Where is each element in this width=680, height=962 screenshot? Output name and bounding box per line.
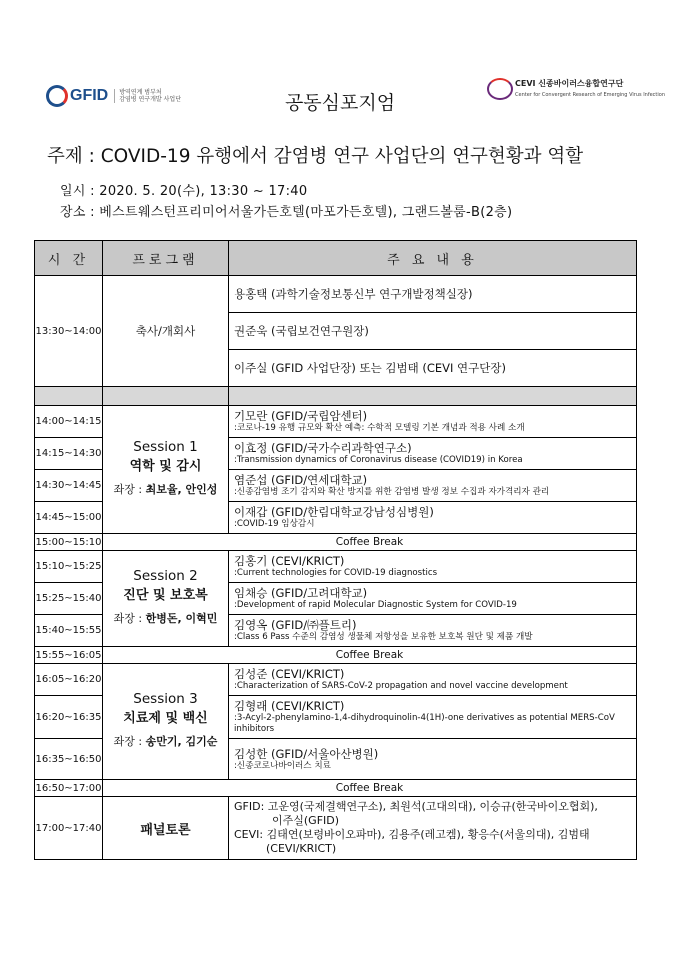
- coffee-break-row: [35, 647, 637, 664]
- talk-speaker: 임채승 (GFID/고려대학교): [234, 586, 368, 600]
- time-cell: 16:05~16:20: [35, 664, 103, 696]
- panel-line: (CEVI/KRICT): [266, 842, 337, 855]
- schedule-table: [34, 240, 637, 860]
- session1-cell: [103, 406, 229, 534]
- page-title: 공동심포지엄: [284, 92, 396, 114]
- cevi-logo-subtitle: Center for Convergent Research of Emerging Virus Infection: [515, 92, 665, 98]
- talk-description: :Current technologies for COVID-19 diagnostics: [234, 568, 438, 578]
- talk-speaker: 기모란 (GFID/국립암센터): [234, 409, 368, 423]
- talk-speaker: 이효정 (GFID/국가수리과학연구소): [234, 441, 412, 455]
- cevi-logo-text: [515, 78, 665, 98]
- session3-cell: [103, 664, 229, 780]
- table-row: [35, 797, 637, 860]
- session-chair: [103, 606, 228, 632]
- speaker-cell: 이주실 (GFID 사업단장) 또는 김범태 (CEVI 연구단장): [229, 350, 637, 387]
- cevi-logo-name: CEVI 신종바이러스융합연구단: [515, 79, 624, 88]
- chair-names: 한병돈, 이혁민: [145, 611, 218, 625]
- time-cell: 14:15~14:30: [35, 438, 103, 470]
- talk-description: :Class 6 Pass 수준의 감염성 생물체 저항성을 보유한 보호복 원단 및 제품 개발: [234, 632, 533, 642]
- cevi-logo-icon: [487, 78, 513, 100]
- time-cell: 15:00~15:10: [35, 534, 103, 551]
- session-chair: [103, 729, 228, 755]
- talk-speaker: 김성한 (GFID/서울아산병원): [234, 746, 379, 761]
- chair-label: 좌장 :: [113, 611, 146, 625]
- time-cell: 16:20~16:35: [35, 696, 103, 739]
- chair-names: 최보율, 안인성: [145, 482, 218, 496]
- panel-line: GFID: 고운영(국제결핵연구소), 최원석(고대의대), 이승규(한국바이오협회),: [234, 800, 598, 813]
- talk-cell: [229, 406, 637, 438]
- coffee-break-row: [35, 534, 637, 551]
- session-topic: 치료제 및 백신: [123, 710, 208, 726]
- gfid-sub-line1: 방역연계 범부처: [119, 89, 162, 96]
- table-row: [35, 664, 637, 696]
- header-content: 주 요 내 용: [229, 241, 637, 276]
- time-cell: 15:40~15:55: [35, 615, 103, 647]
- program-cell: 패널토론: [103, 797, 229, 860]
- time-cell: 15:10~15:25: [35, 551, 103, 583]
- talk-cell: [229, 551, 637, 583]
- date-line: 일시 : 2020. 5. 20(수), 13:30 ~ 17:40: [60, 184, 308, 199]
- time-cell: 16:35~16:50: [35, 739, 103, 780]
- talk-cell: [229, 739, 637, 780]
- time-cell: 14:00~14:15: [35, 406, 103, 438]
- gfid-logo-name: GFID: [70, 87, 109, 104]
- gfid-sub-line2: 감염병 연구개발 사업단: [119, 96, 181, 103]
- time-cell: 15:25~15:40: [35, 583, 103, 615]
- talk-cell: [229, 583, 637, 615]
- session-name: Session 1: [133, 438, 198, 455]
- coffee-break-row: [35, 780, 637, 797]
- panel-line: CEVI: 김태연(보령바이오파마), 김용주(레고켐), 황응수(서울의대), 김범태: [234, 828, 590, 841]
- session-name: Session 3: [133, 690, 198, 707]
- talk-cell: [229, 615, 637, 647]
- talk-description: :신종감염병 조기 감지와 확산 방지를 위한 감염병 발생 정보 수집과 자가격리자 관리: [234, 487, 550, 497]
- table-row: [35, 551, 637, 583]
- spacer-row: [35, 387, 637, 406]
- speaker-cell: 용홍택 (과학기술정보통신부 연구개발정책실장): [229, 276, 637, 313]
- talk-speaker: 이재갑 (GFID/한림대학교강남성심병원): [234, 505, 434, 519]
- talk-description: :Characterization of SARS-CoV-2 propagation and novel vaccine development: [234, 681, 568, 691]
- talk-cell: [229, 502, 637, 534]
- talk-speaker: 김홍기 (CEVI/KRICT): [234, 554, 345, 568]
- session2-cell: [103, 551, 229, 647]
- place-line: 장소 : 베스트웨스턴프리미어서울가든호텔(마포가든호텔), 그랜드볼룸-B(2층): [60, 205, 513, 220]
- header: [0, 70, 680, 120]
- coffee-break-label: Coffee Break: [103, 780, 637, 797]
- symposium-theme: 주제 : COVID-19 유행에서 감염병 연구 사업단의 연구현황과 역할: [47, 146, 584, 167]
- talk-cell: [229, 470, 637, 502]
- panel-line: 이주실(GFID): [272, 814, 340, 827]
- table-row: [35, 276, 637, 313]
- time-cell: 14:45~15:00: [35, 502, 103, 534]
- time-cell: 16:50~17:00: [35, 780, 103, 797]
- talk-speaker: 김형래 (CEVI/KRICT): [234, 699, 345, 713]
- session-chair: [103, 477, 228, 503]
- header-time: 시 간: [35, 241, 103, 276]
- time-cell: 14:30~14:45: [35, 470, 103, 502]
- program-cell: 축사/개회사: [103, 276, 229, 387]
- talk-description: :3-Acyl-2-phenylamino-1,4-dihydroquinolin-4(1H)-one derivatives as potential MERS-CoV inhibitors: [234, 713, 615, 734]
- talk-cell: [229, 438, 637, 470]
- time-cell: 15:55~16:05: [35, 647, 103, 664]
- speaker-cell: 권준욱 (국립보건연구원장): [229, 313, 637, 350]
- talk-speaker: 염준섭 (GFID/연세대학교): [234, 473, 368, 487]
- talk-speaker: 김영옥 (GFID/㈜플트리): [234, 618, 357, 632]
- session-name: Session 2: [133, 567, 198, 584]
- chair-names: 송만기, 김기순: [145, 734, 218, 748]
- talk-description: :Development of rapid Molecular Diagnostic System for COVID-19: [234, 600, 517, 610]
- talk-description: :COVID-19 임상감시: [234, 519, 315, 529]
- time-cell: 17:00~17:40: [35, 797, 103, 860]
- table-header-row: [35, 241, 637, 276]
- cevi-logo: [487, 78, 665, 100]
- talk-speaker: 김성준 (CEVI/KRICT): [234, 667, 345, 681]
- coffee-break-label: Coffee Break: [103, 534, 637, 551]
- chair-label: 좌장 :: [113, 734, 146, 748]
- talk-cell: [229, 664, 637, 696]
- talk-description: :Transmission dynamics of Coronavirus disease (COVID19) in Korea: [234, 455, 523, 465]
- talk-description: :신종코로나바이러스 치료: [234, 760, 331, 771]
- talk-description: :코로나-19 유행 규모와 확산 예측: 수학적 모델링 기본 개념과 적용 사례 소개: [234, 423, 525, 433]
- time-cell: 13:30~14:00: [35, 276, 103, 387]
- chair-label: 좌장 :: [113, 482, 146, 496]
- session-topic: 역학 및 감시: [129, 458, 202, 474]
- header-program: 프로그램: [103, 241, 229, 276]
- panel-cell: [229, 797, 637, 860]
- coffee-break-label: Coffee Break: [103, 647, 637, 664]
- table-row: [35, 406, 637, 438]
- talk-cell: [229, 696, 637, 739]
- session-topic: 진단 및 보호복: [123, 587, 208, 603]
